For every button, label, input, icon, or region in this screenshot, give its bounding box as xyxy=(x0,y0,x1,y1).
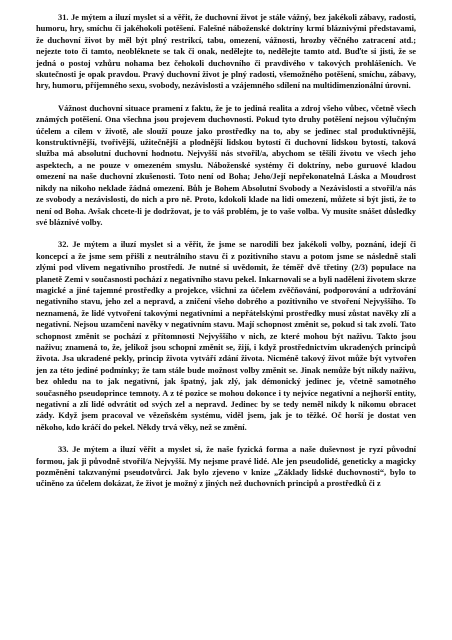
paragraph-33: 33. Je mýtem a iluzí věřit a myslet si, že naše fyzická forma a naše duševnost je ryzí původní formou, jak ji původně stvořil/a Nejvyšší. My nejsme pravé lidé. Ale jen pseudolidé, geneticky a magicky pozměnění takzvanými pseudotvůrci. Jak bylo zjeveno v knize „Základy lidské duchovnosti“, bylo to učiněno za účelem dokázat, že život je možný z jiných než duchovních principů a prostředků či z xyxy=(36,444,416,489)
paragraph-32: 32. Je mýtem a iluzí myslet si a věřit, že jsme se narodili bez jakékoli volby, poznání, idejí či koncepcí a že jsme sem přišli z neutrálního stavu či z pozitivního stavu a potom jsme se následně stali zlými pod vlivem negativního prostředí. Je nutné si uvědomit, že téměř dvě třetiny (2/3) populace na planetě Zemi v současnosti pochází z negativního stavu pekel. Inkarnovali se a byli naděleni životem skrze magické a jiné tajemné prostředky a projekce, všichni za účelem zvěčňování, podporování a udržování negativního stavu, jeho zel a nepravd, a zničení všeho dobrého a pozitivního ve stvoření Nejvyššího. To neznamená, že lidé vytvoření takovými negativními a nepřátelskými prostředky musí zůstat navěky zlí a negativní. Nejsou uzamčeni navěky v negativním stavu. Mají schopnost změnit se, pokud si tak zvolí. Tato schopnost změnit se pochází z přítomnosti Nejvyššího v nich, ze které mohou být naživu. Takto jsou naživu; znamená to, že, jelikož jsou schopni změnit se, žijí, i když prostřednictvím ukradených principů života. Jsa ukradené pekly, princip života vytváří zdání života. Nicméně takový život může být vytvořen jen za této jediné podmínky; že tam stále bude možnost volby změnit se. Jinak nemůže být nikdy naživu, bez ohledu na to jak negativní, jak špatný, jak zlý, jak démonický jedinec je, včetně samotného současného pseudoprince temnoty. A z té pozice se mohou dokonce i ty nejvíce negativní a nejhorší entity, negativní a zlí lidé odvrátit od svých zel a nepravd. Jedinec by se tedy neměl nikdy k nikomu obracet zády. Když jsem pracoval ve vězeňském systému, viděl jsem, jak je to těžké. Oč horší je dostat ven někoho, kdo kráčí do pekel. Někdy trvá věky, než se změní. xyxy=(36,239,416,432)
paragraph-31-continued: Vážnost duchovní situace pramení z faktu, že je to jediná realita a zdroj všeho vůbec, včetně všech známých potěšení. Ona všechna jsou projevem duchovnosti. Pokud tyto druhy potěšení nejsou výlučným účelem a cílem v životě, ale slouží pouze jako prostředky na to, aby se jedinec stal produktivnější, konstruktivnější, tvořivější, užitečnější a plodnější lidskou bytostí či duchovní lidskou bytostí, taková služba má absolutní duchovní hodnotu. Nejvyšší nás stvořil/a, abychom se těšili životu ve všech jeho aspektech, a ne pouze v omezeném smyslu. Náboženské systémy či doktríny, nebo guruové kladou omezení na naše duchovní zkušenosti. Toto není od Boha; Jeho/Její nepřekonatelná Láska a Moudrost nikdy na nikoho neklade žádná omezení. Bůh je Bohem Absolutní Svobody a Nezávislosti a stvořil/a nás ze svobody a nezávislosti, do nich a pro ně. Proto, kdokoli klade na lidi omezení, můžete si být jisti, že to není od Boha. Avšak chcete-li je dodržovat, je to váš problém, je to vaše volba. Vy musíte snášet důsledky své bláznivé volby. xyxy=(36,102,416,227)
paragraph-31: 31. Je mýtem a iluzí myslet si a věřit, že duchovní život je stále vážný, bez jakékoli zábavy, radosti, humoru, hry, smíchu či jakéhokoli potěšení. Falešné náboženské doktríny krmí bláznivými představami, že duchovní život by měl být plný restrikcí, tabu, omezení, vážnosti, hrozby věčného zatracení atd.; nejezte toto či tamto, neobléknete se tak či onak, nedělejte to, nedělejte tamto atd. Buďte si jisti, že se jedná o postoj vzhůru nohama bez čehokoli duchovního či pravdivého v takových prohlášeních. Ve skutečnosti je opak pravdou. Pravý duchovní život je plný radosti, všemožného potěšení, smíchu, zábavy, hry, humoru, příjemného sexu, svobody, nezávislosti a vzájemného sdílení na multidimenzionální úrovni. xyxy=(36,12,416,91)
